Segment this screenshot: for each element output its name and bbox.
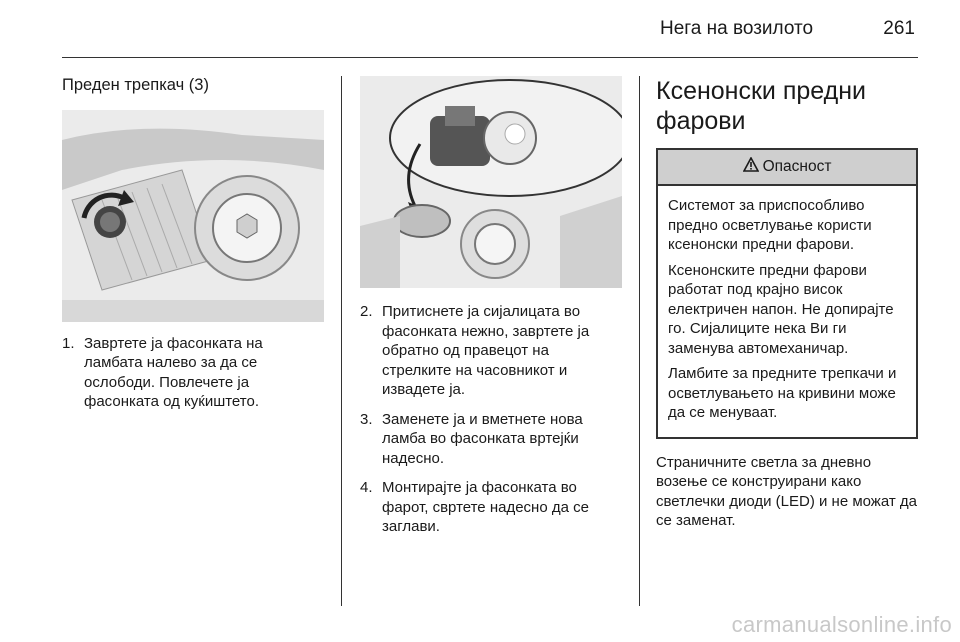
step-number: 4. bbox=[360, 479, 373, 496]
column-divider-1 bbox=[341, 76, 342, 606]
danger-box-body bbox=[658, 186, 916, 437]
step-item bbox=[62, 334, 324, 412]
right-column bbox=[656, 76, 918, 531]
bulb-removal-illustration bbox=[360, 76, 622, 288]
danger-title: Опасност bbox=[762, 158, 832, 175]
column-divider-2 bbox=[639, 76, 640, 606]
step-number: 1. bbox=[62, 334, 75, 352]
step-number: 2. bbox=[360, 303, 373, 320]
step-number: 3. bbox=[360, 410, 373, 428]
step-list-middle bbox=[360, 302, 622, 537]
step-text: Монтирајте ја фасонката во фарот, свртете надесно да се заглави. bbox=[382, 479, 589, 535]
step-text: Притиснете ја сијалицата во фасонката нежно, завртете ја обратно од правецот на стрелките на часовникот и извадете ја. bbox=[382, 303, 590, 398]
header-rule bbox=[62, 57, 918, 58]
danger-box-header bbox=[658, 150, 916, 186]
section-heading-xenon: Ксенонски предни фарови bbox=[656, 77, 866, 135]
left-column bbox=[62, 76, 324, 422]
drl-paragraph: Страничните светла за дневно возење се конструирани како светлечки диоди (LED) и не можат да се заменат. bbox=[656, 453, 917, 529]
section-heading-front-indicator: Преден трепкач (3) bbox=[62, 76, 209, 94]
danger-paragraph: Системот за приспособливо предно осветлување користи ксенонски предни фарови. bbox=[668, 197, 872, 253]
step-item bbox=[360, 302, 622, 400]
headlamp-socket-illustration bbox=[62, 110, 324, 322]
step-item bbox=[360, 478, 622, 537]
header-title: Нега на возилото bbox=[660, 18, 814, 39]
step-text: Заменете ја и вметнете нова ламба во фасонката вртејќи надесно. bbox=[382, 410, 583, 467]
danger-paragraph: Ксенонските предни фарови работат под крајно висок електричен напон. Не допирајте го. Сијалиците нека Ви ги заменува автомеханичар. bbox=[668, 261, 894, 357]
watermark: carmanualsonline.info bbox=[731, 612, 952, 637]
warning-triangle-icon bbox=[743, 157, 759, 177]
danger-box bbox=[656, 148, 918, 439]
step-item bbox=[360, 410, 622, 469]
step-text: Завртете ја фасонката на ламбата налево за да се ослободи. Повлечете ја фасонката од куќиштето. bbox=[84, 334, 263, 411]
middle-column bbox=[360, 76, 622, 547]
step-list-left bbox=[62, 334, 324, 412]
page-number: 261 bbox=[883, 18, 915, 39]
danger-paragraph: Ламбите за предните трепкачи и осветлувањето на кривини може да се менуваат. bbox=[668, 365, 897, 421]
